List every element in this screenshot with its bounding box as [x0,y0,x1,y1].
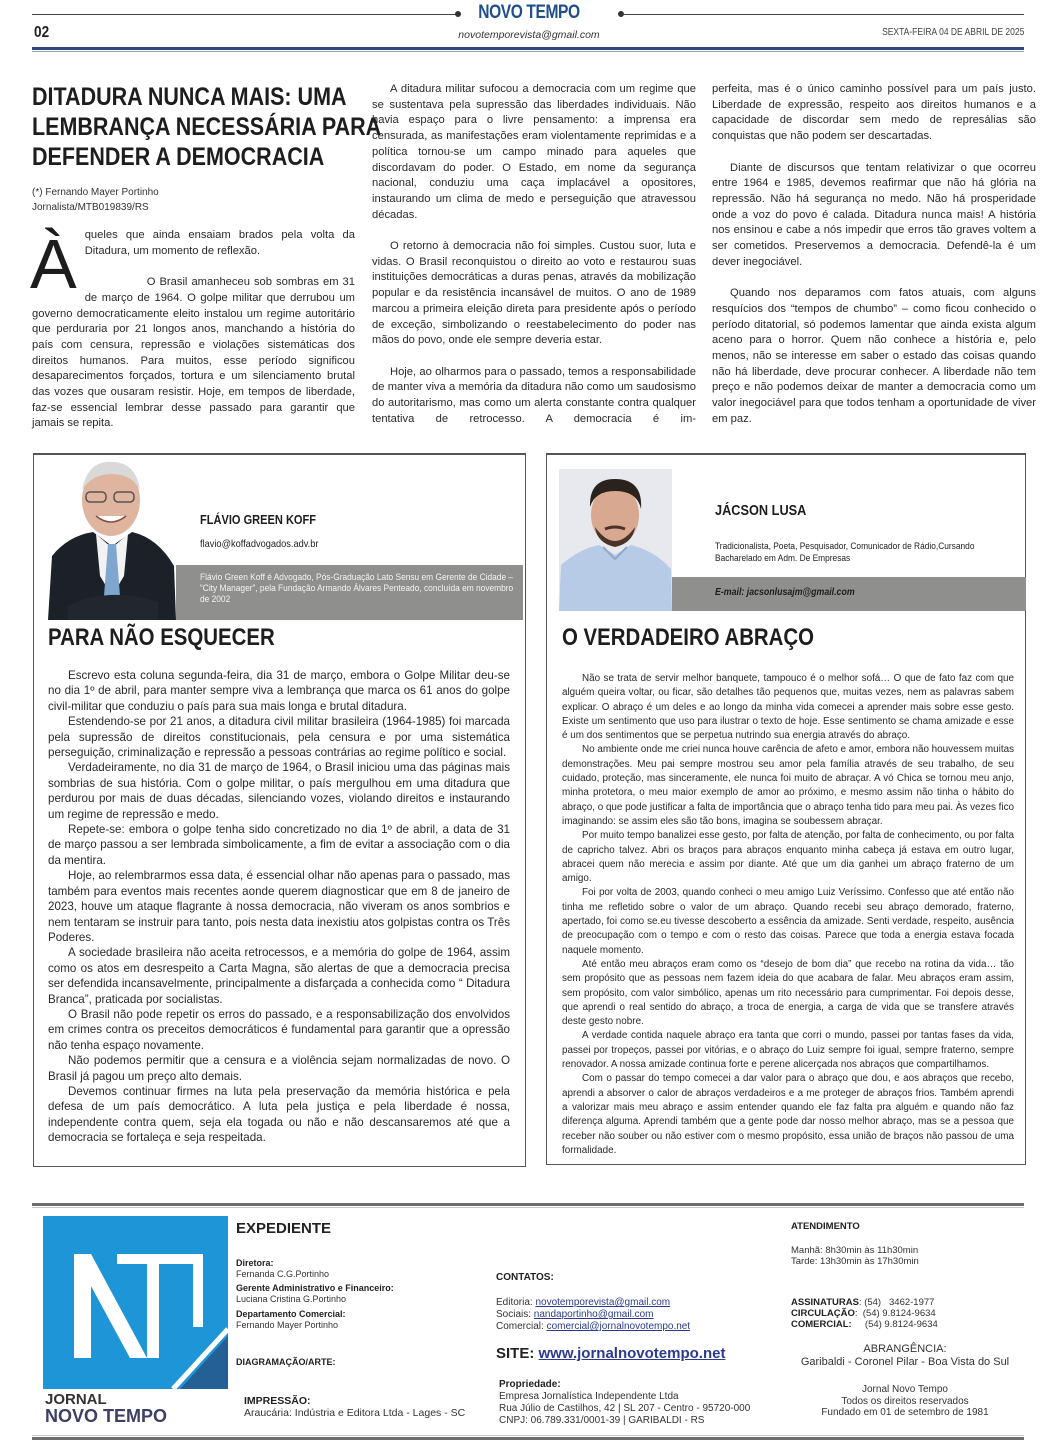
headline-line: DITADURA NUNCA MAIS: UMA [32,83,347,111]
paragraph: Com o passar do tempo comecei a dar valor para o abraço que dou, e aos abraços que recebo, aprendi a absorver o calor de abraços verdadeiros e a me proteger de abraços frios. Também aprendi a valorizar mais meu abraço e assim entender quando ele faz falta pra alguém e quando não faz diferença alguma. Aprendi também que a gente pode dar nosso melhor abraço, mas se a pessoa que receber não souber ou não estiver com o mesmo propósito, essa união de braços não passou de uma formalidade. [562,1073,1014,1156]
author-bio-lusa: Tradicionalista, Poeta, Pesquisador, Comunicador de Rádio,Cursando Bacharelado em Adm. De Empresas [715,541,975,564]
author-email-lusa: E-mail: jacsonlusajm@gmail.com [715,587,855,598]
contact-label: Comercial: [496,1321,544,1332]
header-email: novotemporevista@gmail.com [458,29,600,41]
paragraph: Devemos continuar firmes na luta pela preservação da memória histórica e pela defesa de um país democrático. A luta pela justiça e pela liberdade é nossa, independente contra quem, seja ela togada ou não e não descansaremos até que a democracia se fortaleça e seja respeitada. [48,1084,510,1145]
paragraph: O retorno à democracia não foi simples. Custou suor, luta e vidas. O Brasil reconquistou o direito ao voto e restaurou suas instituições democráticas a duras penas, através da mobilização popular e da resistência incansável de muitos. O ano de 1989 marcou a primeira eleição direta para presidente após o período de exceção, simbolizando o reestabelecimento do poder nas mãos do povo, onde ele sempre deveria estar. [372,240,696,347]
commercial-phone: (54) 9.8124-9634 [851,1319,938,1330]
expediente-title: EXPEDIENTE [236,1220,332,1237]
layout-label: DIAGRAMAÇÃO/ARTE: [236,1357,336,1367]
headline-line: LEMBRANÇA NECESSÁRIA PARA [32,113,382,141]
contact-editoria [496,1297,670,1309]
edition-date: SEXTA-FEIRA 04 DE ABRIL DE 2025 [881,27,1024,38]
byline-author: (*) Fernando Mayer Portinho [32,187,159,198]
paragraph: A sociedade brasileira não aceita retrocessos, e a memória do golpe de 1964, assim como os atos em desrespeito a Carta Magna, são alertas de que a democracia precisa ser defendida incansavelmente, principalmente a disfarçada a conhecida como “ Ditadura Branca”, praticada por socialistas. [48,946,510,1006]
manager-label: Gerente Administrativo e Financeiro: [236,1283,394,1293]
paragraph: Até então meu abraços eram como os “desejo de bom dia” que recebo na rotina da vida… tão sem propósito que as pessoas nem fazem ideia do que acabara de falar. Meu abraços eram assim, sem propósito, com valor simbólico, apenas um rito necessário para cumprimentar. Foi depois desse, que aprendi o real sentido do abraço, a troca de energia, a carga de vida que se transfere através deste gesto nobre. [562,958,1014,1028]
rights-line: Jornal Novo Tempo [862,1384,948,1395]
manager-name: Luciana Cristina G.Portinho [236,1294,347,1304]
paragraph: O Brasil não pode repetir os erros do passado, e a responsabilização dos envolvidos em crimes contra os preceitos democráticos é fundamental para garantir que a opressão não tenha espaço novamente. [48,1007,510,1052]
circulation-row [791,1308,936,1320]
rights-line: Fundado em 01 de setembro de 1981 [821,1407,989,1418]
site-row [496,1345,725,1362]
rights-line: Todos os direitos reservados [841,1395,969,1407]
paragraph: Escrevo esta coluna segunda-feira, dia 31 de março, embora o Golpe Militar deu-se no dia 1º de abril, para manter sempre viva a lembrança que marca os 61 anos do golpe civil-militar que conduziu o país para sua mais longa e brutal ditadura. [48,669,510,713]
byline-credential: Jornalista/MTB019839/RS [32,202,149,213]
coverage-block [780,1343,1030,1369]
headline-line: DEFENDER A DEMOCRACIA [32,143,325,171]
paragraph: Foi por volta de 2003, quando conheci o meu amigo Luiz Veríssimo. Confesso que até então não tinha me refletido sobre o valor de um abraço. Quando recebi seu abraço demorado, fraterno, apertado, foi como se.eu tivesse descoberto a essência da amizade. Senti verdade, respeito, ausência de preocupação com o tempo e com o resto das coisas. Parece que toda a energia estava focada naquele momento. [562,887,1014,956]
newspaper-logo [43,1216,228,1389]
rights-block [780,1384,1030,1419]
page-number: 02 [34,24,50,41]
paragraph: Por muito tempo banalizei esse gesto, por falta de atenção, por falta de conhecimento, ou por falta de capricho talvez. Abri os braços para abraços enquanto minha cabeça já estava em outro lugar, abracei quem não merecia e assim por diante. Até que um dia ganhei um abraço fraterno de um amigo. [562,830,1014,885]
commercial-label: COMERCIAL: [791,1319,852,1330]
commercial-dept-label: Departamento Comercial: [236,1309,346,1319]
nt-logo-icon [43,1216,228,1389]
column-body-lusa [562,672,1014,1158]
article-headline [32,82,382,172]
author-name-lusa: JÁCSON LUSA [715,502,807,519]
logo-label-jornal: JORNAL [45,1391,107,1408]
subscriptions-phone: : (54) 3462-1977 [858,1297,935,1308]
circulation-phone: : (54) 9.8124-9634 [854,1308,936,1319]
sociais-email-link[interactable]: nandaportinho@gmail.com [533,1309,654,1320]
paragraph: No ambiente onde me criei nunca houve carência de afeto e amor, embora não houvessem muitas demonstrações. Meu pai sempre mostrou seu amor pela família através de seu trabalho, de seu cuidado, proteção, mas sinceramente, ele nunca foi muito de abraçar. A vó Chica se tornou meu anjo, minha protetora, o meu maior exemplo de amor ao próximo, e mesmo assim não tinha o hábito do abraço, o que pode justificar a falta de importância que o abraço tenha tido para meu pai. Às vezes fico imaginando: se assim eles são tão bons, imagina se soubessem abraçar. [562,744,1015,827]
paragraph: Estendendo-se por 21 anos, a ditadura civil militar brasileira (1964-1985) foi marcada pela supressão de direitos constitucionais, pela censura e por uma sistemática perseguição, criminalização e repressão a pessoas contrárias ao regime político e social. [48,715,510,760]
footer-divider [32,1203,1024,1206]
author-name-koff: FLÁVIO GREEN KOFF [200,512,317,527]
article-column-2 [372,82,696,443]
editoria-email-link[interactable]: novotemporevista@gmail.com [535,1297,671,1308]
footer-bottom-divider-thin [32,1435,1024,1436]
header-divider-thin [32,51,1024,52]
paragraph: A ditadura militar sufocou a democracia com um regime que se sustentava pela supressão das liberdades individuais. Não havia espaço para o livre pensamento: a imprensa era censurada, as manifestações eram violentamente reprimidas e a política tornou-se um campo minado para aqueles que discordavam do poder. O Estado, em nome da segurança nacional, conduziu uma caça implacável a opositores, instaurando um clima de medo e perseguição que atravessou décadas. [372,83,696,221]
header-divider [32,47,1024,50]
article-byline [32,185,159,215]
property-address: Rua Júlio de Castilhos, 42 | SL 207 - Centro - 95720-000 [499,1403,751,1414]
service-morning: Manhã: 8h30min às 11h30min [791,1245,919,1256]
author-photo-lusa [559,469,672,611]
printing-label: IMPRESSÃO: [244,1395,311,1407]
paragraph: Não podemos permitir que a censura e a violência sejam normalizadas de novo. O Brasil já pagou um preço alto demais. [48,1054,510,1083]
column-title-koff: PARA NÃO ESQUECER [48,624,275,651]
footer-bottom-divider [32,1437,1024,1440]
coverage-areas: Garibaldi - Coronel Pilar - Boa Vista do Sul [800,1356,1010,1368]
paragraph: Repete-se: embora o golpe tenha sido concretizado no dia 1º de abril, a data de 31 de março passou a ser lembrada simbolicamente, a fim de evitar a associação com o dia da mentira. [48,823,510,867]
article-column-1 [30,225,355,448]
drop-cap: À [30,225,77,303]
author-email-koff: flavio@koffadvogados.adv.br [200,538,319,550]
site-link[interactable]: www.jornalnovotempo.net [538,1345,726,1362]
author-photo-koff [48,456,176,620]
column-title-lusa: O VERDADEIRO ABRAÇO [562,624,814,651]
paragraph: perfeita, mas é o único caminho possível para um país justo. Liberdade de expressão, respeito aos direitos humanos e a capacidade de discordar sem medo de represálias são conquistas que não podem ser descartadas. [712,83,1036,143]
paragraph: Hoje, ao olharmos para o passado, temos a responsabilidade de manter viva a memória da ditadura não como um saudosismo do autoritarismo, mas como um alerta constante contra qualquer tentativa de retrocesso. A democracia é im- [372,365,696,425]
contact-comercial [496,1321,690,1333]
header-rule-right [622,14,1024,15]
article-column-3 [712,82,1036,443]
property-label: Propriedade: [499,1379,561,1390]
paragraph: O Brasil amanheceu sob sombras em 31 de março de 1964. O golpe militar que derrubou um governo democraticamente eleito instalou um regime autoritário que perduraria por 21 longos anos, manchando a história do país com censura, repressão e violações sistemáticas dos direitos humanos. Para muitos, esse período significou desaparecimentos forçados, tortura e um silenciamento brutal das vozes que ousaram resistir. Hoje, em tempos de liberdade, faz-se essencial lembrar desse passado para garantir que jamais se repita. [32,276,355,430]
property-cnpj: CNPJ: 06.789.331/0001-39 | GARIBALDI - RS [499,1415,705,1426]
printing-company: Araucária: Indústria e Editora Ltda - Lages - SC [244,1407,466,1419]
paragraph: Quando nos deparamos com fatos atuais, com alguns resquícios dos “tempos de chumbo” – como ficou conhecido o período ditatorial, só podemos lamentar que ainda exista algum aceno para o horror. Quem não conhece a história e, pelo menos, não se interesse em saber o estado das coisas quando não há liberdade, deve procurar conhecer. A liberdade não tem preço e não podemos deixar de manter a democracia como um valor inegociável para que todos tenham a oportunidade de viver em paz. [712,287,1036,425]
comercial-email-link[interactable]: comercial@jornalnovotempo.net [546,1321,691,1332]
lead-text: queles que ainda ensaiam brados pela volta da Ditadura, um momento de reflexão. [84,229,355,257]
site-label: SITE: [496,1345,535,1362]
circulation-label: CIRCULAÇÃO [791,1308,855,1319]
author-bio-koff: Flávio Green Koff é Advogado, Pós-Graduação Lato Sensu em Gerente de Cidade – “City Manager”, pela Fundação Armando Álvares Penteado, concluída em novembro de 2002 [200,572,514,605]
paragraph: Verdadeiramente, no dia 31 de março de 1964, o Brasil iniciou uma das páginas mais sombrias de sua história. Com o golpe militar, o país mergulhou em uma ditadura que perdurou por mais de duas décadas, silenciando vozes, violando direitos e instaurando um regime de repressão e medo. [48,761,510,821]
coverage-title: ABRANGÊNCIA: [863,1343,947,1355]
commercial-row [791,1319,938,1331]
property-company: Empresa Jornalística Independente Ltda [499,1391,679,1402]
contact-sociais [496,1309,653,1321]
newspaper-title: NOVO TEMPO [478,2,580,23]
paragraph: Hoje, ao relembrarmos essa data, é essencial olhar não apenas para o passado, mas também para eventos mais recentes aonde querem diagnosticar que em 8 de janeiro de 2023, houve um ataque flagrante à nossa democracia, não viveram os anos sombrios e nem tentaram se instruir para tanto, pois nesta data inexistiu atos golpistas contra os Três Poderes. [48,869,510,944]
subscriptions-row [791,1297,934,1309]
contacts-title: CONTATOS: [496,1272,554,1283]
commercial-dept-name: Fernando Mayer Portinho [236,1320,339,1330]
lead-paragraph [30,225,355,303]
service-afternoon: Tarde: 13h30min às 17h30min [791,1256,919,1267]
contact-label: Sociais: [496,1309,532,1320]
paragraph: Não se trata de servir melhor banquete, tampouco é o melhor sofá… O que de fato faz com que alguém queira voltar, ou ficar, são detalhes tão pequenos que, muitas vezes, nem as palavras sabem explicar. O abraço é um deles e ao longo da minha vida comecei a aprender mais sobre esse gesto. Existe um sentimento que uso para ilustrar o texto de hoje. Esse sentimento se chama amizade e esse é um dos sentimentos que se perpetua nutrindo sua energia através do abraço. [562,673,1014,742]
contact-label: Editoria: [496,1297,533,1308]
footer-divider-thin [32,1207,1024,1208]
subscriptions-label: ASSINATURAS [791,1297,859,1308]
paragraph: A verdade contida naquele abraço era tanta que corri o mundo, passei por tantas fases da vida, passei por tropeços, passei por vitórias, e o abraço do Luiz sempre foi igual, sempre fraterno, sempre renovador. A nossa amizade continua forte e perene alicerçada nos abraços que compartilhamos. [562,1030,1014,1071]
director-name: Fernanda C.G.Portinho [236,1269,330,1279]
logo-label-novo-tempo: NOVO TEMPO [45,1406,168,1426]
director-label: Diretora: [236,1258,274,1268]
paragraph: Diante de discursos que tentam relativizar o que ocorreu entre 1964 e 1985, devemos reafirmar que não há glória na repressão. Não há segurança no medo. Não há prosperidade onde a voz do povo é calada. Ditadura nunca mais! A história nos ensinou e cabe a nós impedir que erros tão graves voltem a ser cometidos. Preservemos a democracia. Defendê-la é um dever inegociável. [712,161,1036,268]
service-title: ATENDIMENTO [791,1221,860,1232]
column-body-koff [48,668,510,1146]
